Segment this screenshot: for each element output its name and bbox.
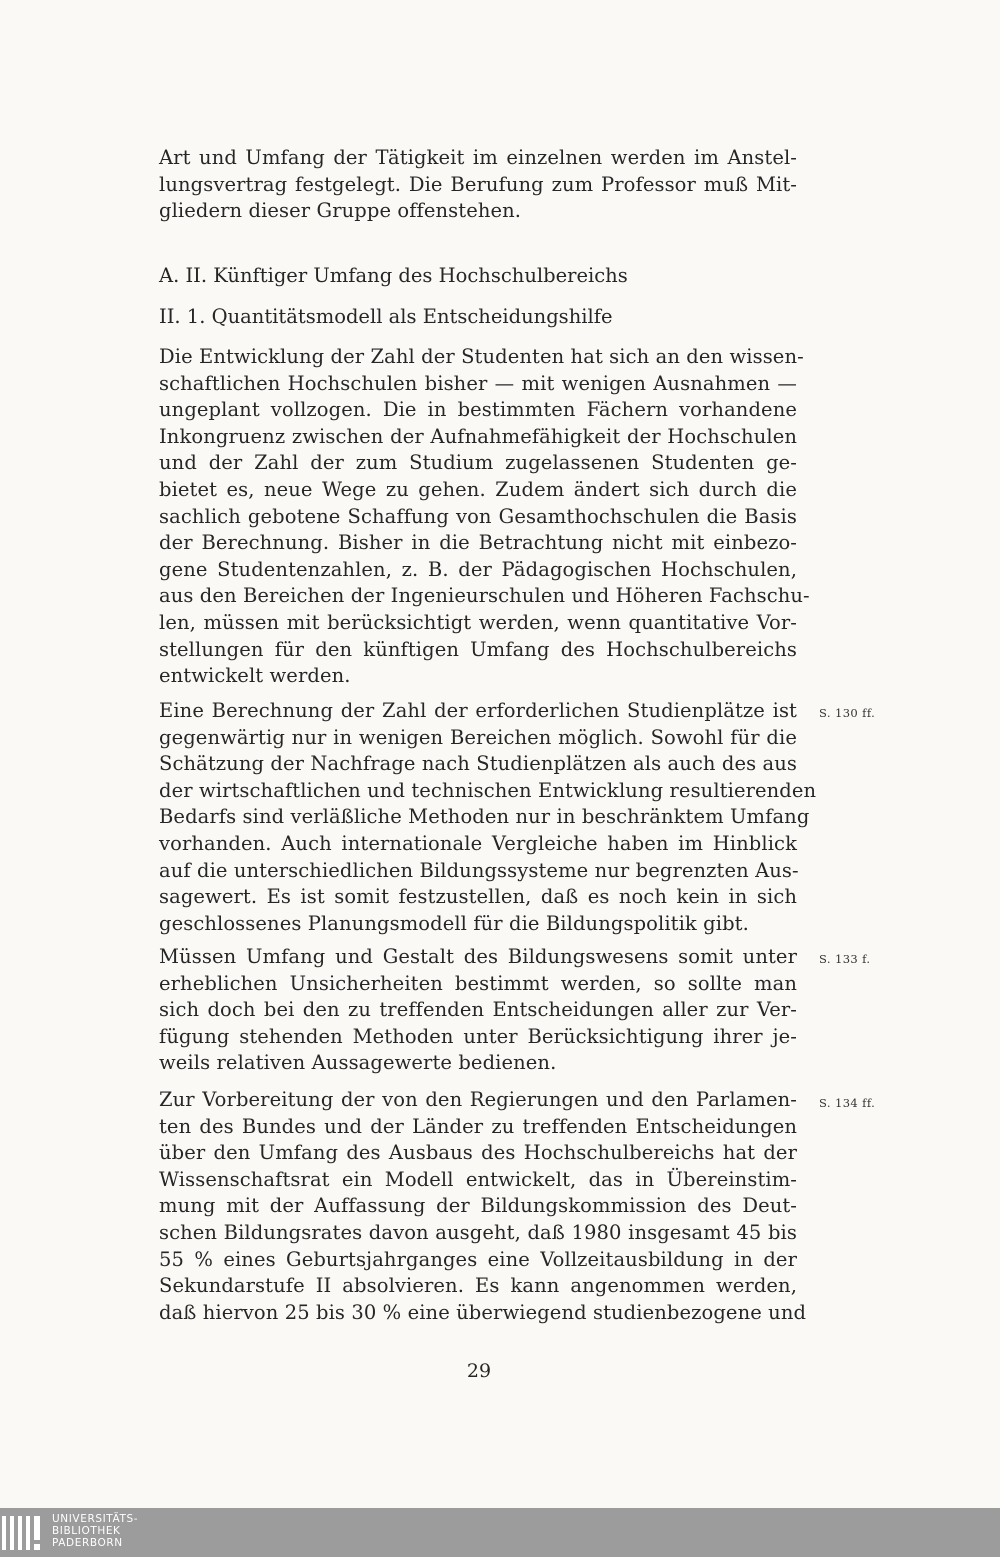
- text-line: Art und Umfang der Tätigkeit im einzelnen werden im Anstel-: [159, 146, 797, 169]
- text-line: mung mit der Auffassung der Bildungskommission des Deut-: [159, 1194, 797, 1218]
- text-line: gliedern dieser Gruppe offenstehen.: [159, 199, 522, 223]
- paragraph-3: [159, 944, 797, 1077]
- margin-reference: S. 134 ff.: [819, 1096, 876, 1110]
- text-line: der wirtschaftlichen und technischen Entwicklung resultierenden: [159, 778, 817, 802]
- text-line: ungeplant vollzogen. Die in bestimmten Fächern vorhandene: [159, 398, 797, 422]
- section-heading: A. II. Künftiger Umfang des Hochschulbereichs: [159, 264, 628, 287]
- page-number: 29: [466, 1360, 492, 1382]
- text-line: gene Studentenzahlen, z. B. der Pädagogischen Hochschulen,: [159, 557, 797, 581]
- logo-line: BIBLIOTHEK: [52, 1525, 121, 1537]
- text-line: Müssen Umfang und Gestalt des Bildungswesens somit unter: [159, 945, 797, 968]
- text-line: geschlossenes Planungsmodell für die Bildungspolitik gibt.: [159, 911, 749, 935]
- text-line: gegenwärtig nur in wenigen Bereichen möglich. Sowohl für die: [159, 725, 797, 749]
- text-line: Bedarfs sind verläßliche Methoden nur in beschränktem Umfang: [159, 805, 810, 829]
- margin-reference: S. 133 f.: [819, 952, 871, 966]
- text-line: 55 % eines Geburtsjahrganges eine Vollzeitausbildung in der: [159, 1247, 797, 1271]
- text-line: lungsvertrag festgelegt. Die Berufung zum Professor muß Mit-: [159, 172, 797, 196]
- text-line: len, müssen mit berücksichtigt werden, wenn quantitative Vor-: [159, 610, 797, 634]
- text-line: der Berechnung. Bisher in die Betrachtung nicht mit einbezo-: [159, 531, 797, 555]
- text-line: entwickelt werden.: [159, 664, 351, 688]
- text-line: daß hiervon 25 bis 30 % eine überwiegend studienbezogene und: [159, 1300, 807, 1324]
- margin-reference: S. 130 ff.: [819, 706, 876, 720]
- subsection-heading: II. 1. Quantitätsmodell als Entscheidungshilfe: [159, 305, 613, 328]
- text-line: sich doch bei den zu treffenden Entscheidungen aller zur Ver-: [159, 998, 797, 1022]
- text-line: bietet es, neue Wege zu gehen. Zudem ändert sich durch die: [159, 477, 797, 501]
- text-line: weils relativen Aussagewerte bedienen.: [159, 1051, 557, 1075]
- text-line: Schätzung der Nachfrage nach Studienplätzen als auch des aus: [159, 752, 798, 776]
- text-line: sagewert. Es ist somit festzustellen, daß es noch kein in sich: [159, 885, 797, 909]
- text-line: Zur Vorbereitung der von den Regierungen und den Parlamen-: [159, 1088, 797, 1111]
- paragraph-4: [159, 1087, 807, 1326]
- text-line: ten des Bundes und der Länder zu treffenden Entscheidungen: [159, 1114, 797, 1138]
- text-line: und der Zahl der zum Studium zugelassenen Studenten ge-: [159, 451, 797, 475]
- intro-paragraph: [159, 145, 797, 225]
- text-line: auf die unterschiedlichen Bildungssysteme nur begrenzten Aus-: [159, 858, 799, 882]
- text-line: Eine Berechnung der Zahl der erforderlichen Studienplätze ist: [159, 699, 797, 722]
- text-line: vorhanden. Auch internationale Vergleiche haben im Hinblick: [159, 831, 797, 855]
- text-line: Die Entwicklung der Zahl der Studenten hat sich an den wissen-: [159, 345, 804, 368]
- logo-line: PADERBORN: [52, 1537, 123, 1549]
- logo-line: UNIVERSITÄTS-: [52, 1513, 139, 1525]
- text-line: aus den Bereichen der Ingenieurschulen und Höheren Fachschu-: [159, 584, 810, 608]
- text-line: Sekundarstufe II absolvieren. Es kann angenommen werden,: [159, 1274, 797, 1298]
- paragraph-2: [159, 698, 817, 937]
- text-line: über den Umfang des Ausbaus des Hochschulbereichs hat der: [159, 1141, 797, 1165]
- text-line: stellungen für den künftigen Umfang des Hochschulbereichs: [159, 637, 797, 661]
- library-logo-text: [52, 1513, 138, 1549]
- paragraph-1: [159, 344, 810, 690]
- text-line: schen Bildungsrates davon ausgeht, daß 1980 insgesamt 45 bis: [159, 1220, 797, 1244]
- text-line: erheblichen Unsicherheiten bestimmt werden, so sollte man: [159, 971, 797, 995]
- text-line: Wissenschaftsrat ein Modell entwickelt, das in Übereinstim-: [159, 1167, 797, 1191]
- text-line: schaftlichen Hochschulen bisher — mit wenigen Ausnahmen —: [159, 371, 797, 395]
- text-line: fügung stehenden Methoden unter Berücksichtigung ihrer je-: [159, 1024, 797, 1048]
- library-footer-bar: [0, 1508, 1000, 1557]
- library-logo-icon: [2, 1514, 44, 1552]
- text-line: Inkongruenz zwischen der Aufnahmefähigkeit der Hochschulen: [159, 424, 797, 448]
- text-line: sachlich gebotene Schaffung von Gesamthochschulen die Basis: [159, 504, 797, 528]
